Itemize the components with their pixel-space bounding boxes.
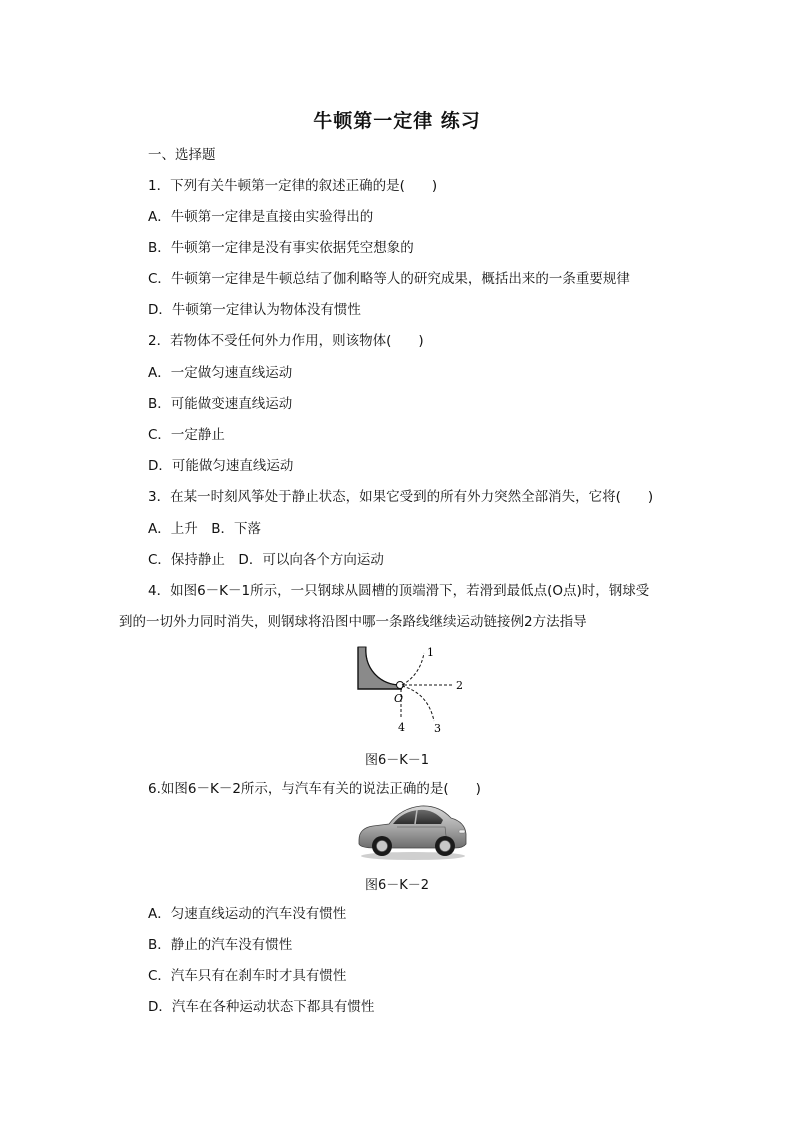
q2-option-a: A．一定做匀速直线运动 <box>148 365 293 381</box>
q2-option-b: B．可能做变速直线运动 <box>148 396 293 412</box>
car-headlight <box>459 830 465 833</box>
section-heading: 一、选择题 <box>148 147 216 163</box>
q3-options-ab: A．上升 B．下落 <box>148 521 261 537</box>
car-figure <box>355 800 470 862</box>
q6-option-d: D．汽车在各种运动状态下都具有惯性 <box>148 999 375 1015</box>
car-hub-front <box>440 841 451 852</box>
q3-stem: 3．在某一时刻风筝处于静止状态，如果它受到的所有外力突然全部消失，它将( ) <box>148 489 654 505</box>
q6-option-c: C．汽车只有在刹车时才具有惯性 <box>148 968 347 984</box>
label-4: 4 <box>398 721 405 734</box>
groove-body <box>358 647 400 689</box>
figure-1-caption: 图6－K－1 <box>364 753 430 768</box>
q4-stem-line2: 到的一切外力同时消失，则钢球将沿图中哪一条路线继续运动链接例2方法指导 <box>119 614 587 630</box>
q2-stem: 2．若物体不受任何外力作用，则该物体( ) <box>148 333 424 349</box>
q1-option-c: C．牛顿第一定律是牛顿总结了伽利略等人的研究成果，概括出来的一条重要规律 <box>148 271 630 287</box>
path-3 <box>402 686 434 721</box>
label-o: O <box>394 692 404 705</box>
q2-option-d: D．可能做匀速直线运动 <box>148 458 294 474</box>
label-2: 2 <box>456 679 463 692</box>
car-hub-rear <box>377 841 388 852</box>
groove-figure <box>350 645 470 740</box>
q3-options-cd: C．保持静止 D．可以向各个方向运动 <box>148 552 384 568</box>
q6-option-a: A．匀速直线运动的汽车没有惯性 <box>148 906 347 922</box>
label-1: 1 <box>427 646 434 659</box>
q1-option-a: A．牛顿第一定律是直接由实验得出的 <box>148 209 374 225</box>
figure-2-caption: 图6－K－2 <box>364 878 430 893</box>
q1-option-d: D．牛顿第一定律认为物体没有惯性 <box>148 302 361 318</box>
q2-option-c: C．一定静止 <box>148 427 225 443</box>
q6-option-b: B．静止的汽车没有惯性 <box>148 937 293 953</box>
path-1 <box>402 653 424 685</box>
q4-stem-line1: 4．如图6－K－1所示，一只钢球从圆槽的顶端滑下，若滑到最低点(O点)时，钢球受 <box>148 583 650 599</box>
q1-option-b: B．牛顿第一定律是没有事实依据凭空想象的 <box>148 240 414 256</box>
q1-stem: 1．下列有关牛顿第一定律的叙述正确的是( ) <box>148 178 438 194</box>
q6-stem: 6.如图6－K－2所示，与汽车有关的说法正确的是( ) <box>148 781 481 797</box>
page-title: 牛顿第一定律 练习 <box>313 110 481 132</box>
label-3: 3 <box>434 722 441 735</box>
